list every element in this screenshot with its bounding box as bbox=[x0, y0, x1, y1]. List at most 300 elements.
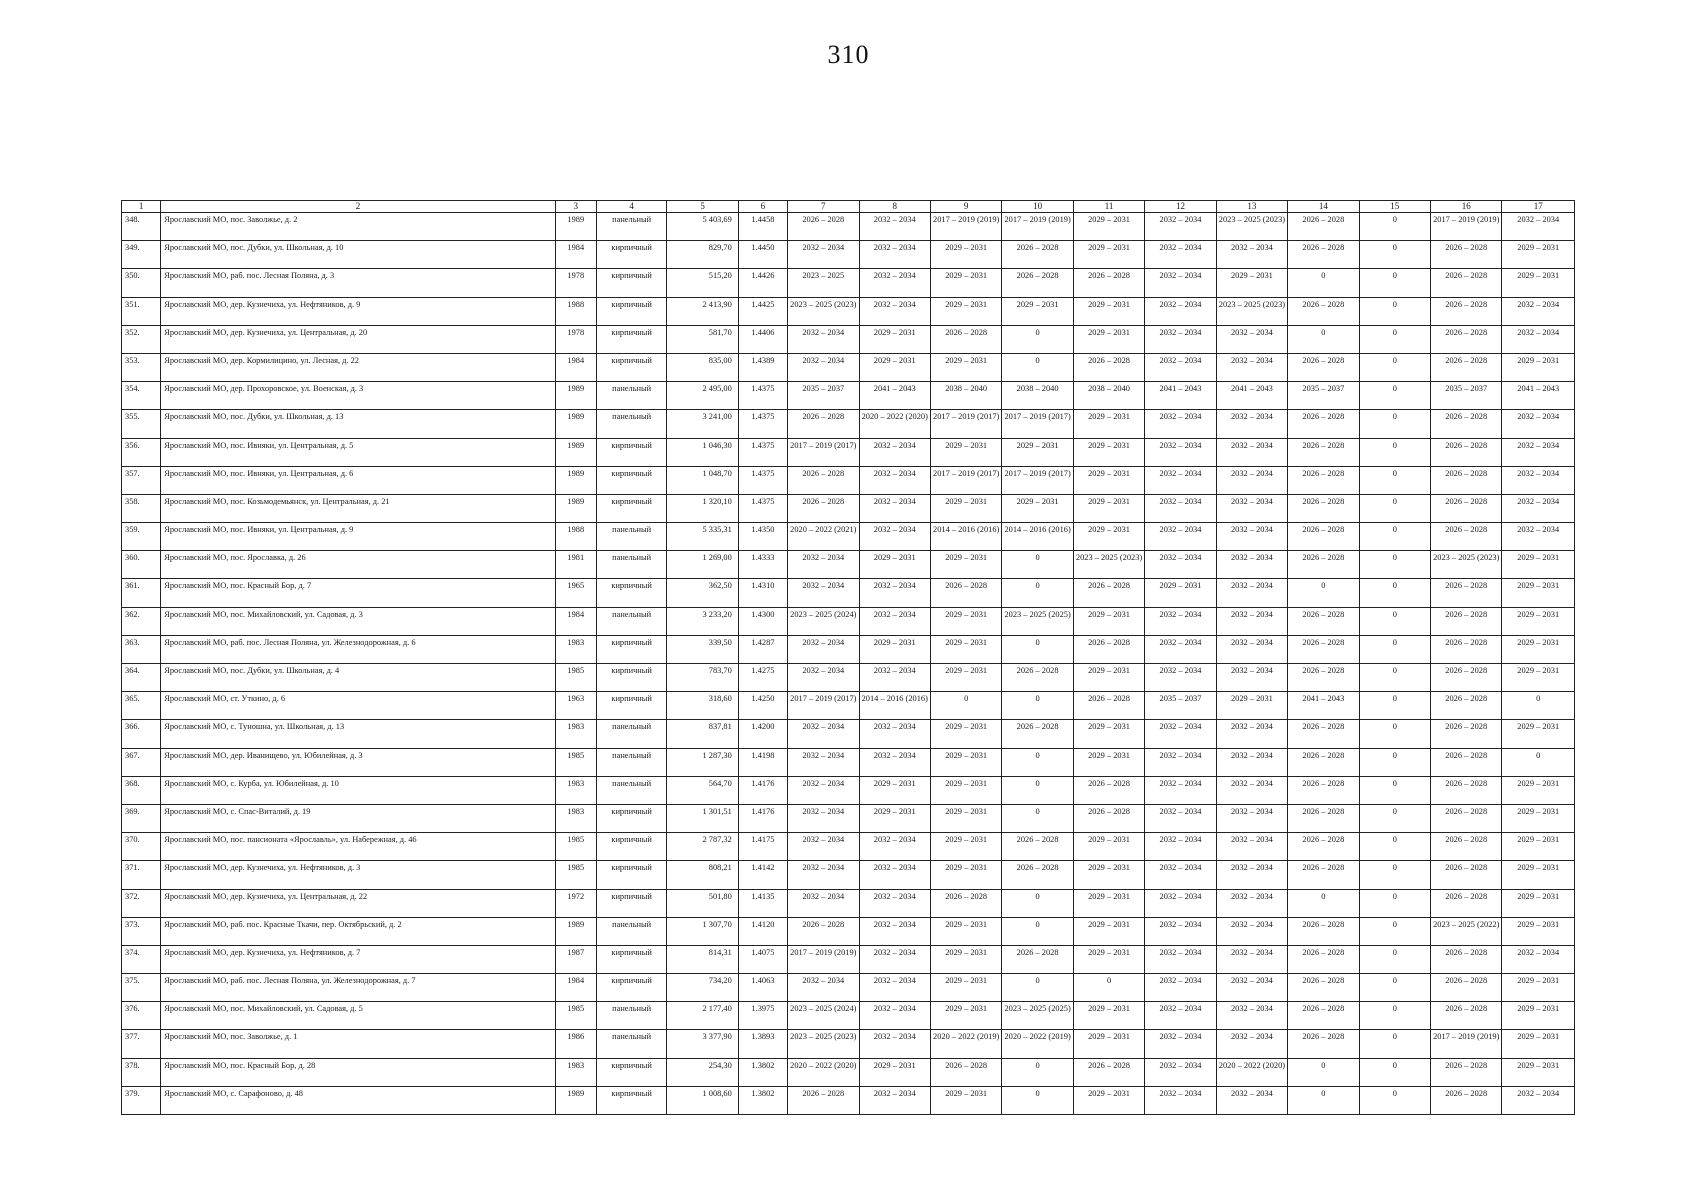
period-cell: 2026 – 2028 bbox=[1288, 776, 1359, 804]
period-cell: 2026 – 2028 bbox=[1073, 776, 1144, 804]
period-cell: 2041 – 2043 bbox=[1216, 382, 1287, 410]
period-cell: 2026 – 2028 bbox=[1431, 692, 1502, 720]
period-cell: 2032 – 2034 bbox=[1145, 720, 1216, 748]
period-cell: 2029 – 2031 bbox=[930, 438, 1001, 466]
table-row bbox=[122, 410, 1575, 438]
period-cell: 2026 – 2028 bbox=[1288, 917, 1359, 945]
period-cell: 2032 – 2034 bbox=[1502, 494, 1575, 522]
column-header: 6 bbox=[738, 201, 787, 213]
period-cell: 2032 – 2034 bbox=[1145, 523, 1216, 551]
year-cell: 1989 bbox=[555, 494, 596, 522]
address-cell: Ярославский МО, пос. Ивняки, ул. Центральная, д. 9 bbox=[161, 523, 555, 551]
address-cell: Ярославский МО, дер. Прохоровское, ул. Военская, д. 3 bbox=[161, 382, 555, 410]
period-cell: 2026 – 2028 bbox=[1288, 551, 1359, 579]
index-cell: 1.4333 bbox=[738, 551, 787, 579]
period-cell: 0 bbox=[1359, 325, 1430, 353]
column-header: 8 bbox=[859, 201, 930, 213]
period-cell: 2026 – 2028 bbox=[1073, 269, 1144, 297]
period-cell: 2032 – 2034 bbox=[1216, 861, 1287, 889]
row-number-cell: 377. bbox=[122, 1030, 161, 1058]
period-cell: 2026 – 2028 bbox=[1288, 720, 1359, 748]
year-cell: 1989 bbox=[555, 382, 596, 410]
row-number-cell: 378. bbox=[122, 1058, 161, 1086]
period-cell: 2026 – 2028 bbox=[1288, 466, 1359, 494]
period-cell: 2026 – 2028 bbox=[1431, 635, 1502, 663]
address-cell: Ярославский МО, ст. Уткино, д. 6 bbox=[161, 692, 555, 720]
index-cell: 1.4300 bbox=[738, 607, 787, 635]
period-cell: 0 bbox=[1359, 748, 1430, 776]
address-cell: Ярославский МО, дер. Кузнечиха, ул. Центральная, д. 22 bbox=[161, 889, 555, 917]
period-cell: 2026 – 2028 bbox=[788, 466, 859, 494]
period-cell: 2029 – 2031 bbox=[859, 1058, 930, 1086]
period-cell: 2032 – 2034 bbox=[1216, 1030, 1287, 1058]
period-cell: 2026 – 2028 bbox=[1288, 974, 1359, 1002]
period-cell: 2017 – 2019 (2019) bbox=[1431, 1030, 1502, 1058]
material-cell: кирпичный bbox=[596, 861, 666, 889]
year-cell: 1981 bbox=[555, 551, 596, 579]
period-cell: 2041 – 2043 bbox=[1502, 382, 1575, 410]
row-number-cell: 352. bbox=[122, 325, 161, 353]
period-cell: 2020 – 2022 (2019) bbox=[930, 1030, 1001, 1058]
period-cell: 2029 – 2031 bbox=[930, 353, 1001, 381]
period-cell: 2032 – 2034 bbox=[1216, 241, 1287, 269]
period-cell: 2032 – 2034 bbox=[1216, 917, 1287, 945]
material-cell: панельный bbox=[596, 1030, 666, 1058]
column-header: 14 bbox=[1288, 201, 1359, 213]
material-cell: кирпичный bbox=[596, 297, 666, 325]
period-cell: 2032 – 2034 bbox=[788, 861, 859, 889]
period-cell: 2029 – 2031 bbox=[930, 833, 1001, 861]
period-cell: 2032 – 2034 bbox=[859, 438, 930, 466]
period-cell: 0 bbox=[1359, 974, 1430, 1002]
index-cell: 1.4426 bbox=[738, 269, 787, 297]
period-cell: 2032 – 2034 bbox=[788, 804, 859, 832]
period-cell: 2035 – 2037 bbox=[1145, 692, 1216, 720]
period-cell: 2026 – 2028 bbox=[1288, 523, 1359, 551]
index-cell: 1.4350 bbox=[738, 523, 787, 551]
period-cell: 0 bbox=[1359, 776, 1430, 804]
period-cell: 2026 – 2028 bbox=[1431, 720, 1502, 748]
address-cell: Ярославский МО, дер. Кузнечиха, ул. Нефтяников, д. 3 bbox=[161, 861, 555, 889]
index-cell: 1.4450 bbox=[738, 241, 787, 269]
period-cell: 2014 – 2016 (2016) bbox=[859, 692, 930, 720]
area-cell: 2 413,90 bbox=[667, 297, 738, 325]
period-cell: 2026 – 2028 bbox=[1431, 438, 1502, 466]
area-cell: 564,70 bbox=[667, 776, 738, 804]
period-cell: 2023 – 2025 (2023) bbox=[788, 297, 859, 325]
period-cell: 0 bbox=[1359, 1030, 1430, 1058]
period-cell: 2026 – 2028 bbox=[1288, 804, 1359, 832]
period-cell: 2029 – 2031 bbox=[1216, 692, 1287, 720]
period-cell: 2032 – 2034 bbox=[788, 635, 859, 663]
area-cell: 837,81 bbox=[667, 720, 738, 748]
period-cell: 2032 – 2034 bbox=[788, 551, 859, 579]
period-cell: 2029 – 2031 bbox=[1502, 1058, 1575, 1086]
row-number-cell: 373. bbox=[122, 917, 161, 945]
year-cell: 1989 bbox=[555, 438, 596, 466]
period-cell: 2029 – 2031 bbox=[1073, 494, 1144, 522]
period-cell: 2029 – 2031 bbox=[859, 635, 930, 663]
period-cell: 2029 – 2031 bbox=[1502, 720, 1575, 748]
table-row bbox=[122, 607, 1575, 635]
period-cell: 2029 – 2031 bbox=[930, 804, 1001, 832]
area-cell: 515,20 bbox=[667, 269, 738, 297]
material-cell: кирпичный bbox=[596, 889, 666, 917]
period-cell: 0 bbox=[1359, 804, 1430, 832]
period-cell: 2017 – 2019 (2017) bbox=[788, 438, 859, 466]
period-cell: 2032 – 2034 bbox=[1216, 720, 1287, 748]
area-cell: 2 787,32 bbox=[667, 833, 738, 861]
period-cell: 2029 – 2031 bbox=[930, 551, 1001, 579]
row-number-cell: 375. bbox=[122, 974, 161, 1002]
index-cell: 1.3893 bbox=[738, 1030, 787, 1058]
address-cell: Ярославский МО, дер. Кормилицино, ул. Лесная, д. 22 bbox=[161, 353, 555, 381]
period-cell: 2029 – 2031 bbox=[1073, 438, 1144, 466]
period-cell: 0 bbox=[1002, 804, 1073, 832]
period-cell: 2032 – 2034 bbox=[1145, 213, 1216, 241]
table-row bbox=[122, 1058, 1575, 1086]
period-cell: 2026 – 2028 bbox=[930, 1058, 1001, 1086]
index-cell: 1.4375 bbox=[738, 494, 787, 522]
period-cell: 0 bbox=[1359, 551, 1430, 579]
period-cell: 2026 – 2028 bbox=[1073, 635, 1144, 663]
material-cell: кирпичный bbox=[596, 635, 666, 663]
period-cell: 2029 – 2031 bbox=[1073, 241, 1144, 269]
row-number-cell: 354. bbox=[122, 382, 161, 410]
index-cell: 1.4375 bbox=[738, 466, 787, 494]
material-cell: кирпичный bbox=[596, 325, 666, 353]
area-cell: 3 233,20 bbox=[667, 607, 738, 635]
material-cell: панельный bbox=[596, 410, 666, 438]
index-cell: 1.4176 bbox=[738, 804, 787, 832]
period-cell: 2026 – 2028 bbox=[1431, 945, 1502, 973]
column-header: 2 bbox=[161, 201, 555, 213]
period-cell: 2032 – 2034 bbox=[859, 720, 930, 748]
period-cell: 2029 – 2031 bbox=[1073, 1030, 1144, 1058]
table-row bbox=[122, 917, 1575, 945]
period-cell: 2017 – 2019 (2019) bbox=[1431, 213, 1502, 241]
period-cell: 0 bbox=[1359, 1002, 1430, 1030]
address-cell: Ярославский МО, пос. Дубки, ул. Школьная, д. 4 bbox=[161, 664, 555, 692]
period-cell: 2029 – 2031 bbox=[930, 635, 1001, 663]
period-cell: 2032 – 2034 bbox=[1216, 945, 1287, 973]
year-cell: 1989 bbox=[555, 213, 596, 241]
period-cell: 2029 – 2031 bbox=[930, 776, 1001, 804]
area-cell: 2 495,00 bbox=[667, 382, 738, 410]
period-cell: 2026 – 2028 bbox=[930, 325, 1001, 353]
period-cell: 2029 – 2031 bbox=[1073, 748, 1144, 776]
period-cell: 2023 – 2025 bbox=[788, 269, 859, 297]
area-cell: 808,21 bbox=[667, 861, 738, 889]
period-cell: 2032 – 2034 bbox=[859, 523, 930, 551]
material-cell: кирпичный bbox=[596, 664, 666, 692]
column-header: 7 bbox=[788, 201, 859, 213]
column-header: 1 bbox=[122, 201, 161, 213]
period-cell: 0 bbox=[1288, 579, 1359, 607]
period-cell: 0 bbox=[1288, 269, 1359, 297]
period-cell: 2032 – 2034 bbox=[1216, 410, 1287, 438]
material-cell: панельный bbox=[596, 748, 666, 776]
period-cell: 2032 – 2034 bbox=[859, 297, 930, 325]
period-cell: 2035 – 2037 bbox=[788, 382, 859, 410]
area-cell: 734,20 bbox=[667, 974, 738, 1002]
period-cell: 0 bbox=[1359, 410, 1430, 438]
period-cell: 2029 – 2031 bbox=[1073, 1086, 1144, 1114]
period-cell: 2032 – 2034 bbox=[1502, 325, 1575, 353]
period-cell: 2026 – 2028 bbox=[1431, 861, 1502, 889]
period-cell: 2032 – 2034 bbox=[1216, 325, 1287, 353]
period-cell: 2032 – 2034 bbox=[859, 917, 930, 945]
period-cell: 2029 – 2031 bbox=[1073, 945, 1144, 973]
period-cell: 2029 – 2031 bbox=[930, 664, 1001, 692]
period-cell: 2020 – 2022 (2020) bbox=[859, 410, 930, 438]
address-cell: Ярославский МО, дер. Кузнечиха, ул. Нефтяников, д. 7 bbox=[161, 945, 555, 973]
period-cell: 2032 – 2034 bbox=[1145, 664, 1216, 692]
period-cell: 0 bbox=[1002, 551, 1073, 579]
year-cell: 1965 bbox=[555, 579, 596, 607]
period-cell: 2020 – 2022 (2020) bbox=[788, 1058, 859, 1086]
table-row bbox=[122, 974, 1575, 1002]
period-cell: 2026 – 2028 bbox=[1288, 353, 1359, 381]
period-cell: 2032 – 2034 bbox=[1145, 833, 1216, 861]
period-cell: 2032 – 2034 bbox=[859, 466, 930, 494]
period-cell: 2032 – 2034 bbox=[1145, 297, 1216, 325]
period-cell: 2020 – 2022 (2019) bbox=[1002, 1030, 1073, 1058]
index-cell: 1.4310 bbox=[738, 579, 787, 607]
period-cell: 2029 – 2031 bbox=[1145, 579, 1216, 607]
period-cell: 2029 – 2031 bbox=[1073, 325, 1144, 353]
period-cell: 0 bbox=[1359, 353, 1430, 381]
period-cell: 2023 – 2025 (2023) bbox=[1073, 551, 1144, 579]
period-cell: 2029 – 2031 bbox=[1502, 861, 1575, 889]
period-cell: 0 bbox=[1002, 974, 1073, 1002]
period-cell: 2029 – 2031 bbox=[1073, 889, 1144, 917]
period-cell: 0 bbox=[1359, 438, 1430, 466]
period-cell: 2026 – 2028 bbox=[1431, 607, 1502, 635]
table-row bbox=[122, 466, 1575, 494]
area-cell: 3 377,90 bbox=[667, 1030, 738, 1058]
period-cell: 2032 – 2034 bbox=[1502, 466, 1575, 494]
period-cell: 2026 – 2028 bbox=[1431, 494, 1502, 522]
period-cell: 0 bbox=[1359, 607, 1430, 635]
period-cell: 0 bbox=[1002, 889, 1073, 917]
index-cell: 1.4135 bbox=[738, 889, 787, 917]
period-cell: 2026 – 2028 bbox=[1288, 410, 1359, 438]
address-cell: Ярославский МО, пос. Ивняки, ул. Центральная, д. 5 bbox=[161, 438, 555, 466]
period-cell: 2032 – 2034 bbox=[1502, 297, 1575, 325]
period-cell: 2029 – 2031 bbox=[930, 917, 1001, 945]
period-cell: 2026 – 2028 bbox=[1288, 494, 1359, 522]
period-cell: 2041 – 2043 bbox=[1288, 692, 1359, 720]
period-cell: 2032 – 2034 bbox=[1216, 353, 1287, 381]
period-cell: 2038 – 2040 bbox=[1073, 382, 1144, 410]
period-cell: 2032 – 2034 bbox=[1145, 551, 1216, 579]
area-cell: 5 335,31 bbox=[667, 523, 738, 551]
period-cell: 2026 – 2028 bbox=[1431, 1086, 1502, 1114]
period-cell: 2026 – 2028 bbox=[788, 410, 859, 438]
period-cell: 2032 – 2034 bbox=[1145, 1002, 1216, 1030]
period-cell: 0 bbox=[1288, 1086, 1359, 1114]
period-cell: 2032 – 2034 bbox=[1502, 438, 1575, 466]
period-cell: 2029 – 2031 bbox=[1073, 523, 1144, 551]
period-cell: 2032 – 2034 bbox=[1145, 325, 1216, 353]
year-cell: 1984 bbox=[555, 974, 596, 1002]
period-cell: 2026 – 2028 bbox=[1288, 241, 1359, 269]
material-cell: панельный bbox=[596, 551, 666, 579]
period-cell: 2038 – 2040 bbox=[930, 382, 1001, 410]
year-cell: 1984 bbox=[555, 607, 596, 635]
period-cell: 2026 – 2028 bbox=[1002, 664, 1073, 692]
index-cell: 1.4287 bbox=[738, 635, 787, 663]
period-cell: 2032 – 2034 bbox=[1145, 945, 1216, 973]
period-cell: 2029 – 2031 bbox=[1002, 438, 1073, 466]
period-cell: 2026 – 2028 bbox=[1002, 269, 1073, 297]
period-cell: 2026 – 2028 bbox=[1288, 635, 1359, 663]
address-cell: Ярославский МО, дер. Кузнечиха, ул. Нефтяников, д. 9 bbox=[161, 297, 555, 325]
address-cell: Ярославский МО, с. Сарафоново, д. 48 bbox=[161, 1086, 555, 1114]
table-row bbox=[122, 804, 1575, 832]
period-cell: 2026 – 2028 bbox=[930, 579, 1001, 607]
index-cell: 1.4075 bbox=[738, 945, 787, 973]
column-number-row bbox=[122, 201, 1575, 213]
row-number-cell: 355. bbox=[122, 410, 161, 438]
index-cell: 1.4389 bbox=[738, 353, 787, 381]
table-row bbox=[122, 494, 1575, 522]
table-row bbox=[122, 945, 1575, 973]
period-cell: 0 bbox=[1359, 635, 1430, 663]
year-cell: 1983 bbox=[555, 1058, 596, 1086]
period-cell: 2029 – 2031 bbox=[1073, 410, 1144, 438]
period-cell: 2032 – 2034 bbox=[859, 1002, 930, 1030]
material-cell: кирпичный bbox=[596, 833, 666, 861]
period-cell: 2029 – 2031 bbox=[1502, 635, 1575, 663]
period-cell: 2032 – 2034 bbox=[1216, 804, 1287, 832]
period-cell: 2026 – 2028 bbox=[788, 1086, 859, 1114]
index-cell: 1.4200 bbox=[738, 720, 787, 748]
address-cell: Ярославский МО, пос. Заволжье, д. 1 bbox=[161, 1030, 555, 1058]
table-row bbox=[122, 664, 1575, 692]
year-cell: 1985 bbox=[555, 1002, 596, 1030]
table-row bbox=[122, 776, 1575, 804]
table-row bbox=[122, 748, 1575, 776]
period-cell: 2020 – 2022 (2020) bbox=[1216, 1058, 1287, 1086]
table-row bbox=[122, 438, 1575, 466]
period-cell: 2029 – 2031 bbox=[1502, 269, 1575, 297]
period-cell: 2029 – 2031 bbox=[1502, 833, 1575, 861]
period-cell: 2026 – 2028 bbox=[1002, 833, 1073, 861]
period-cell: 2029 – 2031 bbox=[1502, 664, 1575, 692]
material-cell: панельный bbox=[596, 607, 666, 635]
period-cell: 2026 – 2028 bbox=[1288, 297, 1359, 325]
period-cell: 2026 – 2028 bbox=[788, 494, 859, 522]
period-cell: 0 bbox=[1359, 861, 1430, 889]
period-cell: 2029 – 2031 bbox=[859, 325, 930, 353]
period-cell: 2029 – 2031 bbox=[1502, 974, 1575, 1002]
row-number-cell: 368. bbox=[122, 776, 161, 804]
row-number-cell: 363. bbox=[122, 635, 161, 663]
period-cell: 0 bbox=[1359, 720, 1430, 748]
period-cell: 0 bbox=[1502, 692, 1575, 720]
year-cell: 1989 bbox=[555, 917, 596, 945]
area-cell: 1 046,30 bbox=[667, 438, 738, 466]
period-cell: 0 bbox=[1002, 917, 1073, 945]
row-number-cell: 361. bbox=[122, 579, 161, 607]
period-cell: 2029 – 2031 bbox=[1073, 297, 1144, 325]
address-cell: Ярославский МО, пос. Ярославка, д. 26 bbox=[161, 551, 555, 579]
address-cell: Ярославский МО, пос. Дубки, ул. Школьная, д. 10 bbox=[161, 241, 555, 269]
period-cell: 2026 – 2028 bbox=[1073, 353, 1144, 381]
period-cell: 2032 – 2034 bbox=[1145, 974, 1216, 1002]
period-cell: 0 bbox=[1002, 1058, 1073, 1086]
column-header: 13 bbox=[1216, 201, 1287, 213]
period-cell: 2032 – 2034 bbox=[1502, 1086, 1575, 1114]
period-cell: 2017 – 2019 (2019) bbox=[930, 213, 1001, 241]
period-cell: 2029 – 2031 bbox=[930, 1002, 1001, 1030]
table-row bbox=[122, 551, 1575, 579]
address-cell: Ярославский МО, дер. Иванищево, ул. Юбилейная, д. 3 bbox=[161, 748, 555, 776]
period-cell: 2023 – 2025 (2023) bbox=[1216, 297, 1287, 325]
material-cell: кирпичный bbox=[596, 269, 666, 297]
address-cell: Ярославский МО, пос. Михайловский, ул. Садовая, д. 3 bbox=[161, 607, 555, 635]
row-number-cell: 360. bbox=[122, 551, 161, 579]
period-cell: 2032 – 2034 bbox=[1216, 889, 1287, 917]
period-cell: 2032 – 2034 bbox=[1145, 804, 1216, 832]
period-cell: 2029 – 2031 bbox=[1073, 833, 1144, 861]
period-cell: 2032 – 2034 bbox=[1216, 776, 1287, 804]
year-cell: 1989 bbox=[555, 410, 596, 438]
period-cell: 2032 – 2034 bbox=[859, 579, 930, 607]
period-cell: 2017 – 2019 (2017) bbox=[788, 692, 859, 720]
period-cell: 2032 – 2034 bbox=[1145, 410, 1216, 438]
period-cell: 2026 – 2028 bbox=[1002, 720, 1073, 748]
row-number-cell: 353. bbox=[122, 353, 161, 381]
period-cell: 2032 – 2034 bbox=[1216, 438, 1287, 466]
period-cell: 2032 – 2034 bbox=[1216, 748, 1287, 776]
address-cell: Ярославский МО, пос. Ивняки, ул. Центральная, д. 6 bbox=[161, 466, 555, 494]
year-cell: 1985 bbox=[555, 833, 596, 861]
column-header: 10 bbox=[1002, 201, 1073, 213]
index-cell: 1.4063 bbox=[738, 974, 787, 1002]
period-cell: 2029 – 2031 bbox=[1502, 804, 1575, 832]
period-cell: 2026 – 2028 bbox=[1431, 748, 1502, 776]
period-cell: 2032 – 2034 bbox=[788, 748, 859, 776]
year-cell: 1983 bbox=[555, 635, 596, 663]
period-cell: 2029 – 2031 bbox=[859, 353, 930, 381]
period-cell: 2026 – 2028 bbox=[1431, 325, 1502, 353]
period-cell: 2032 – 2034 bbox=[859, 241, 930, 269]
period-cell: 0 bbox=[1359, 466, 1430, 494]
period-cell: 0 bbox=[1359, 523, 1430, 551]
period-cell: 0 bbox=[1502, 748, 1575, 776]
period-cell: 2026 – 2028 bbox=[1288, 833, 1359, 861]
material-cell: кирпичный bbox=[596, 466, 666, 494]
area-cell: 254,30 bbox=[667, 1058, 738, 1086]
period-cell: 2032 – 2034 bbox=[1216, 494, 1287, 522]
housing-register-table bbox=[121, 200, 1575, 1115]
address-cell: Ярославский МО, пос. Козьмодемьянск, ул. Центральная, д. 21 bbox=[161, 494, 555, 522]
period-cell: 2032 – 2034 bbox=[788, 720, 859, 748]
address-cell: Ярославский МО, раб. пос. Лесная Поляна, ул. Железнодорожная, д. 7 bbox=[161, 974, 555, 1002]
period-cell: 2032 – 2034 bbox=[788, 241, 859, 269]
period-cell: 2032 – 2034 bbox=[1145, 466, 1216, 494]
row-number-cell: 367. bbox=[122, 748, 161, 776]
period-cell: 2029 – 2031 bbox=[1502, 551, 1575, 579]
period-cell: 2032 – 2034 bbox=[1145, 1086, 1216, 1114]
period-cell: 2026 – 2028 bbox=[1288, 861, 1359, 889]
period-cell: 2032 – 2034 bbox=[1145, 241, 1216, 269]
address-cell: Ярославский МО, раб. пос. Красные Ткачи, пер. Октябрьский, д. 2 bbox=[161, 917, 555, 945]
index-cell: 1.4375 bbox=[738, 382, 787, 410]
